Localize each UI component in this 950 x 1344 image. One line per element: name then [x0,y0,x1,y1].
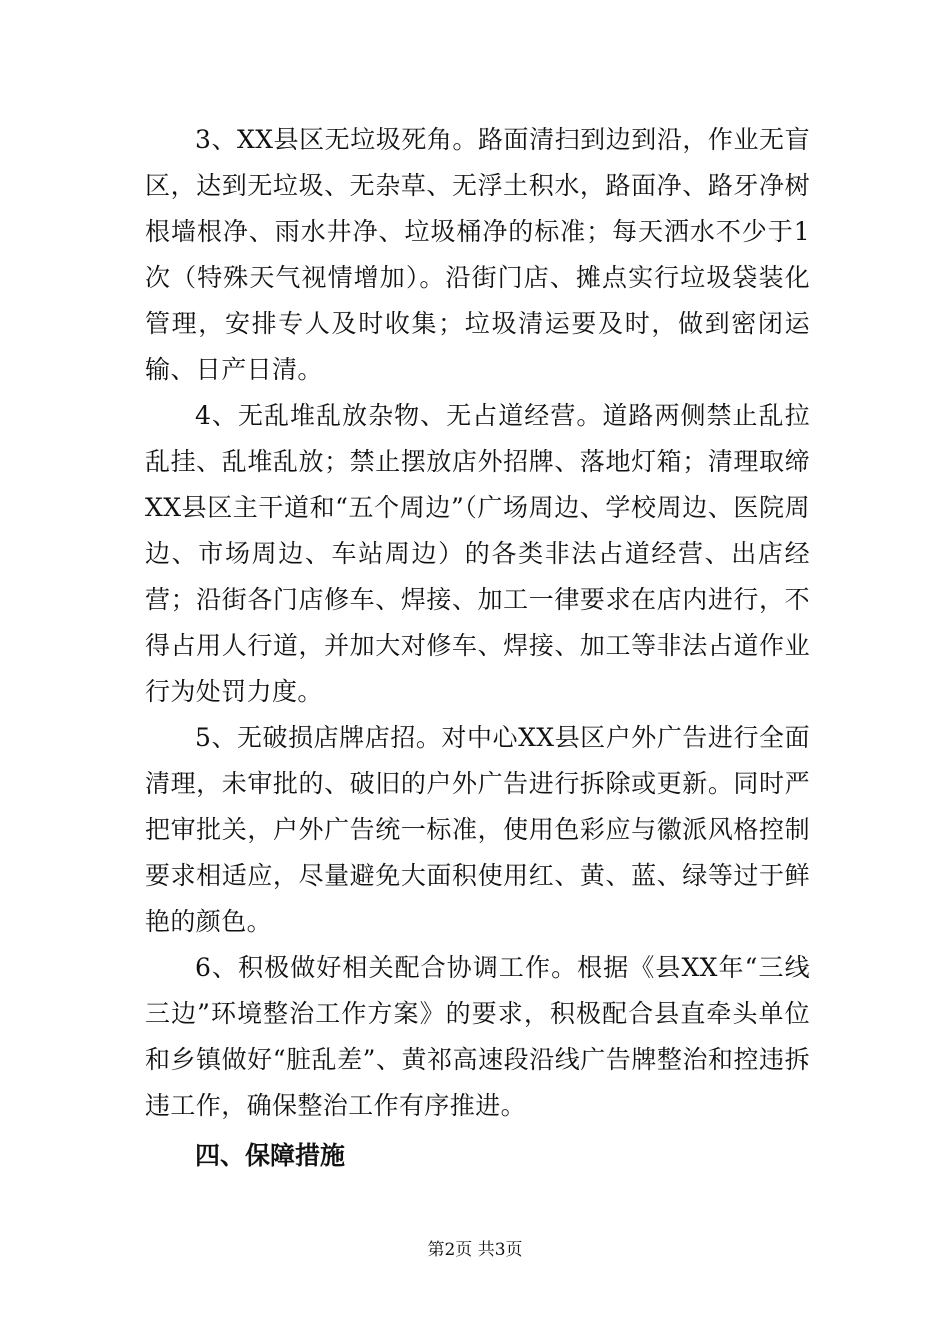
paragraph-item-4: 4、无乱堆乱放杂物、无占道经营。道路两侧禁止乱拉乱挂、乱堆乱放；禁止摆放店外招牌、落地灯箱；清理取缔XX县区主干道和“五个周边”（广场周边、学校周边、医院周边、市场周边、车站周边）的各类非法占道经营、出店经营；沿街各门店修车、焊接、加工一律要求在店内进行，不得占用人行道，并加大对修车、焊接、加工等非法占道作业行为处罚力度。 [145,401,810,706]
paragraph-item-3: 3、XX县区无垃圾死角。路面清扫到边到沿，作业无盲区，达到无垃圾、无杂草、无浮土积水，路面净、路牙净树根墙根净、雨水井净、垃圾桶净的标准；每天洒水不少于1次（特殊天气视情增加）。沿街门店、摊点实行垃圾袋装化管理，安排专人及时收集；垃圾清运要及时，做到密闭运输、日产日清。 [145,125,810,384]
page-number-footer: 第2页 共3页 [427,1240,523,1260]
section-heading: 四、保障措施 [195,1141,346,1170]
paragraph-item-5: 5、无破损店牌店招。对中心XX县区户外广告进行全面清理，未审批的、破旧的户外广告进行拆除或更新。同时严把审批关，户外广告统一标准，使用色彩应与徽派风格控制要求相适应，尽量避免大面积使用红、黄、蓝、绿等过于鲜艳的颜色。 [145,723,810,936]
paragraph-item-6: 6、积极做好相关配合协调工作。根据《县XX年“三线三边”环境整治工作方案》的要求，积极配合县直牵头单位和乡镇做好“脏乱差”、黄祁高速段沿线广告牌整治和控违拆违工作，确保整治工作有序推进。 [145,953,810,1120]
document-body [145,117,810,1179]
